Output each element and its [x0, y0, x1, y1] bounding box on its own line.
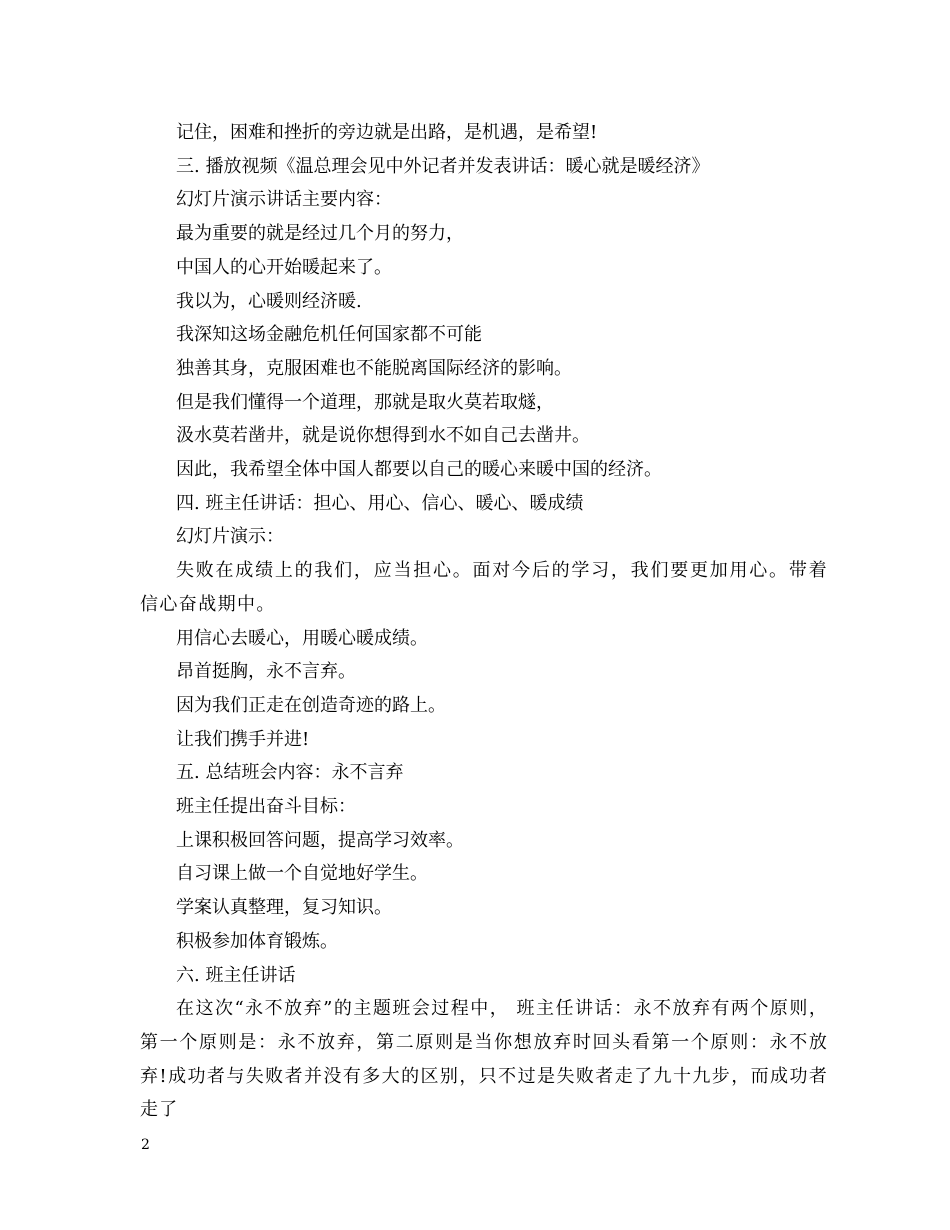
text-line: 最为重要的就是经过几个月的努力， — [176, 223, 464, 245]
text-line: 幻灯片演示讲话主要内容： — [176, 189, 392, 211]
text-line: 中国人的心开始暖起来了。 — [176, 256, 392, 278]
section-heading: 三. 播放视频《温总理会见中外记者并发表讲话：暖心就是暖经济》 — [176, 155, 710, 177]
section-heading: 五. 总结班会内容：永不言弃 — [176, 762, 404, 784]
text-line: 幻灯片演示： — [176, 526, 284, 548]
text-line: 记住，困难和挫折的旁边就是出路，是机遇，是希望! — [176, 122, 598, 143]
section-heading: 四. 班主任讲话：担心、用心、信心、暖心、暖成绩 — [176, 492, 584, 514]
text-line: 但是我们懂得一个道理，那就是取火莫若取燧， — [176, 391, 554, 413]
text-line: 让我们携手并进! — [176, 728, 310, 750]
text-line: 上课积极回答问题，提高学习效率。 — [176, 829, 464, 851]
text-line: 用信心去暖心，用暖心暖成绩。 — [176, 627, 428, 649]
text-line: 我以为，心暖则经济暖. — [176, 290, 362, 312]
text-line: 自习课上做一个自觉地好学生。 — [176, 863, 428, 885]
text-line: 因此，我希望全体中国人都要以自己的暖心来暖中国的经济。 — [176, 459, 662, 481]
paragraph: 在这次“永不放弃”的主题班会过程中， 班主任讲话：永不放弃有两个原则，第一个原则是：永不放弃，第二原则是当你想放弃时回头看第一个原则：永不放弃!成功者与失败者并没有多大的区别，只不过是失败者走了九十九步，而成功者走了 — [140, 998, 828, 1121]
text-line: 班主任提出奋斗目标： — [176, 796, 356, 818]
text-line: 独善其身，克服困难也不能脱离国际经济的影响。 — [176, 357, 572, 379]
text-line: 昂首挺胸，永不言弃。 — [176, 661, 356, 683]
section-heading: 六. 班主任讲话 — [176, 964, 296, 986]
document-body — [140, 116, 828, 1127]
text-line: 汲水莫若凿井，就是说你想得到水不如自己去凿井。 — [176, 425, 590, 447]
text-line: 学案认真整理，复习知识。 — [176, 897, 392, 919]
text-line: 因为我们正走在创造奇迹的路上。 — [176, 694, 446, 716]
page-number: 2 — [141, 1137, 150, 1153]
text-line: 我深知这场金融危机任何国家都不可能 — [176, 324, 482, 346]
paragraph: 失败在成绩上的我们，应当担心。面对今后的学习，我们要更加用心。带着信心奋战期中。 — [140, 560, 828, 615]
text-line: 积极参加体育锻炼。 — [176, 930, 338, 952]
